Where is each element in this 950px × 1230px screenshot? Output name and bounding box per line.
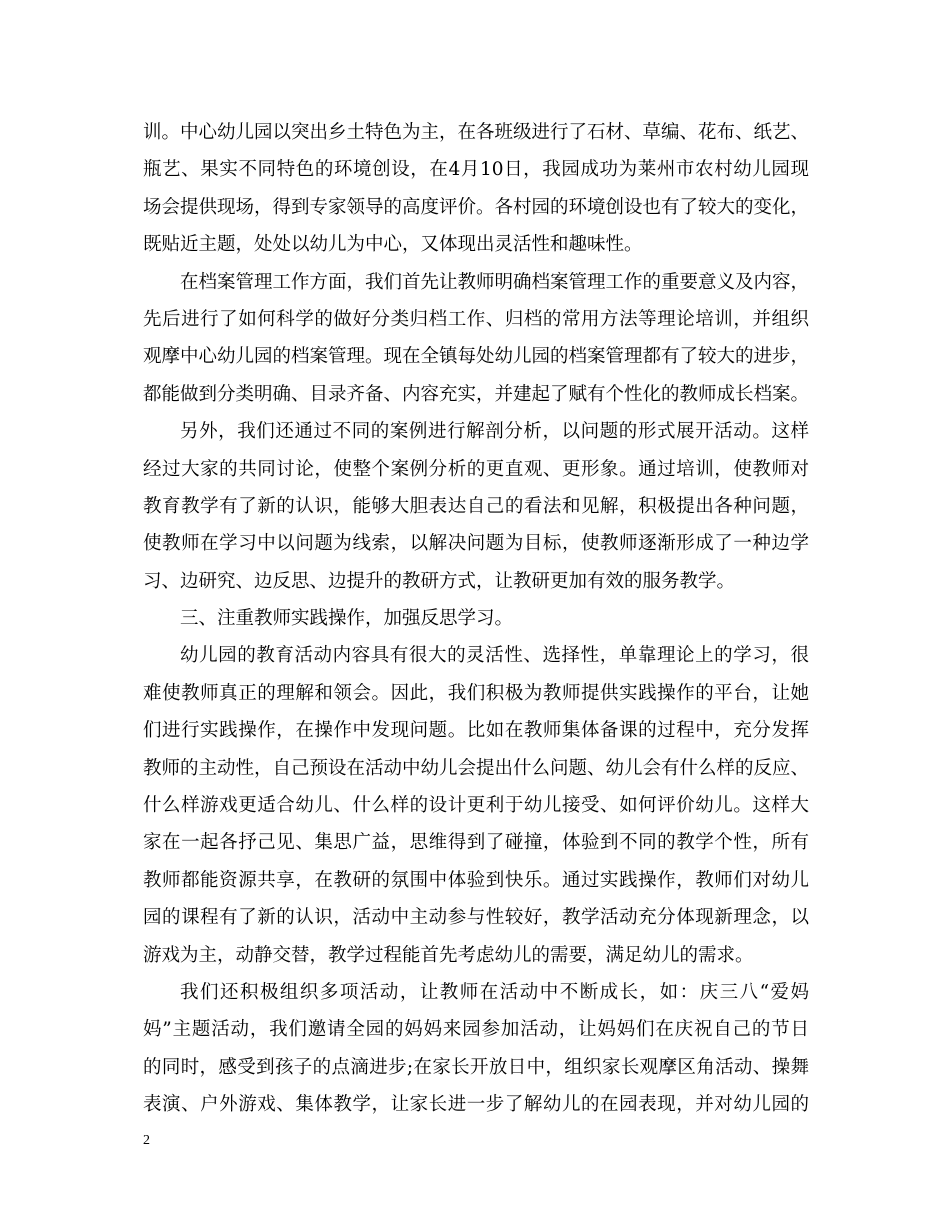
text-line: 训。中心幼儿园以突出乡土特色为主，在各班级进行了石材、草编、花布、纸艺、: [143, 122, 810, 143]
text-line: 瓶艺、果实不同特色的环境创设，在4月10日，我园成功为莱州市农村幼儿园现: [143, 159, 809, 181]
text-line: 园的课程有了新的认识，活动中主动参与性较好，教学活动充分体现新理念，以: [143, 907, 809, 929]
document-body: [143, 114, 809, 1124]
text-line: 教师的主动性，自己预设在活动中幼儿会提出什么问题、幼儿会有什么样的反应、: [143, 757, 810, 779]
section-heading: 三、注重教师实践操作，加强反思学习。: [180, 608, 514, 630]
text-line: 先后进行了如何科学的做好分类归档工作、归档的常用方法等理论培训，并组织: [143, 308, 809, 330]
text-line: 观摩中心幼儿园的档案管理。现在全镇每处幼儿园的档案管理都有了较大的进步，: [143, 346, 810, 368]
text-line: 既贴近主题，处处以幼儿为中心，又体现出灵活性和趣味性。: [143, 234, 643, 256]
text-line: 习、边研究、边反思、边提升的教研方式，让教研更加有效的服务教学。: [143, 570, 736, 592]
text-line: 幼儿园的教育活动内容具有很大的灵活性、选择性，单靠理论上的学习，很: [180, 645, 809, 667]
text-line: 另外，我们还通过不同的案例进行解剖分析，以问题的形式展开活动。这样: [180, 421, 809, 443]
page-number: 2: [143, 1133, 150, 1148]
text-line: 什么样游戏更适合幼儿、什么样的设计更利于幼儿接受、如何评价幼儿。这样大: [143, 795, 809, 817]
text-line: 游戏为主，动静交替，教学过程能首先考虑幼儿的需要，满足幼儿的需求。: [143, 944, 754, 966]
text-line: 表演、户外游戏、集体教学，让家长进一步了解幼儿的在园表现，并对幼儿园的: [143, 1094, 809, 1116]
text-line: 场会提供现场，得到专家领导的高度评价。各村园的环境创设也有了较大的变化，: [143, 196, 810, 218]
text-line: 教师都能资源共享，在教研的氛围中体验到快乐。通过实践操作，教师们对幼儿: [143, 869, 809, 891]
text-line: 的同时，感受到孩子的点滴进步;在家长开放日中，组织家长观摩区角活动、操舞: [143, 1056, 809, 1078]
text-line: 使教师在学习中以问题为线索，以解决问题为目标，使教师逐渐形成了一种边学: [143, 533, 809, 555]
text-line: 难使教师真正的理解和领会。因此，我们积极为教师提供实践操作的平台，让她: [143, 682, 809, 704]
text-line: 都能做到分类明确、目录齐备、内容充实，并建起了赋有个性化的教师成长档案。: [143, 383, 810, 405]
text-line: 我们还积极组织多项活动，让教师在活动中不断成长，如：庆三八“爱妈: [180, 981, 809, 1003]
text-line: 们进行实践操作，在操作中发现问题。比如在教师集体备课的过程中，充分发挥: [143, 720, 809, 742]
text-line: 家在一起各抒己见、集思广益，思维得到了碰撞，体验到不同的教学个性，所有: [143, 832, 809, 854]
text-line: 在档案管理工作方面，我们首先让教师明确档案管理工作的重要意义及内容，: [180, 271, 810, 293]
text-line: 经过大家的共同讨论，使整个案例分析的更直观、更形象。通过培训，使教师对: [143, 458, 809, 480]
text-line: 教育教学有了新的认识，能够大胆表达自己的看法和见解，积极提出各种问题，: [143, 495, 809, 517]
text-line: 妈”主题活动，我们邀请全园的妈妈来园参加活动，让妈妈们在庆祝自己的节日: [143, 1019, 809, 1041]
